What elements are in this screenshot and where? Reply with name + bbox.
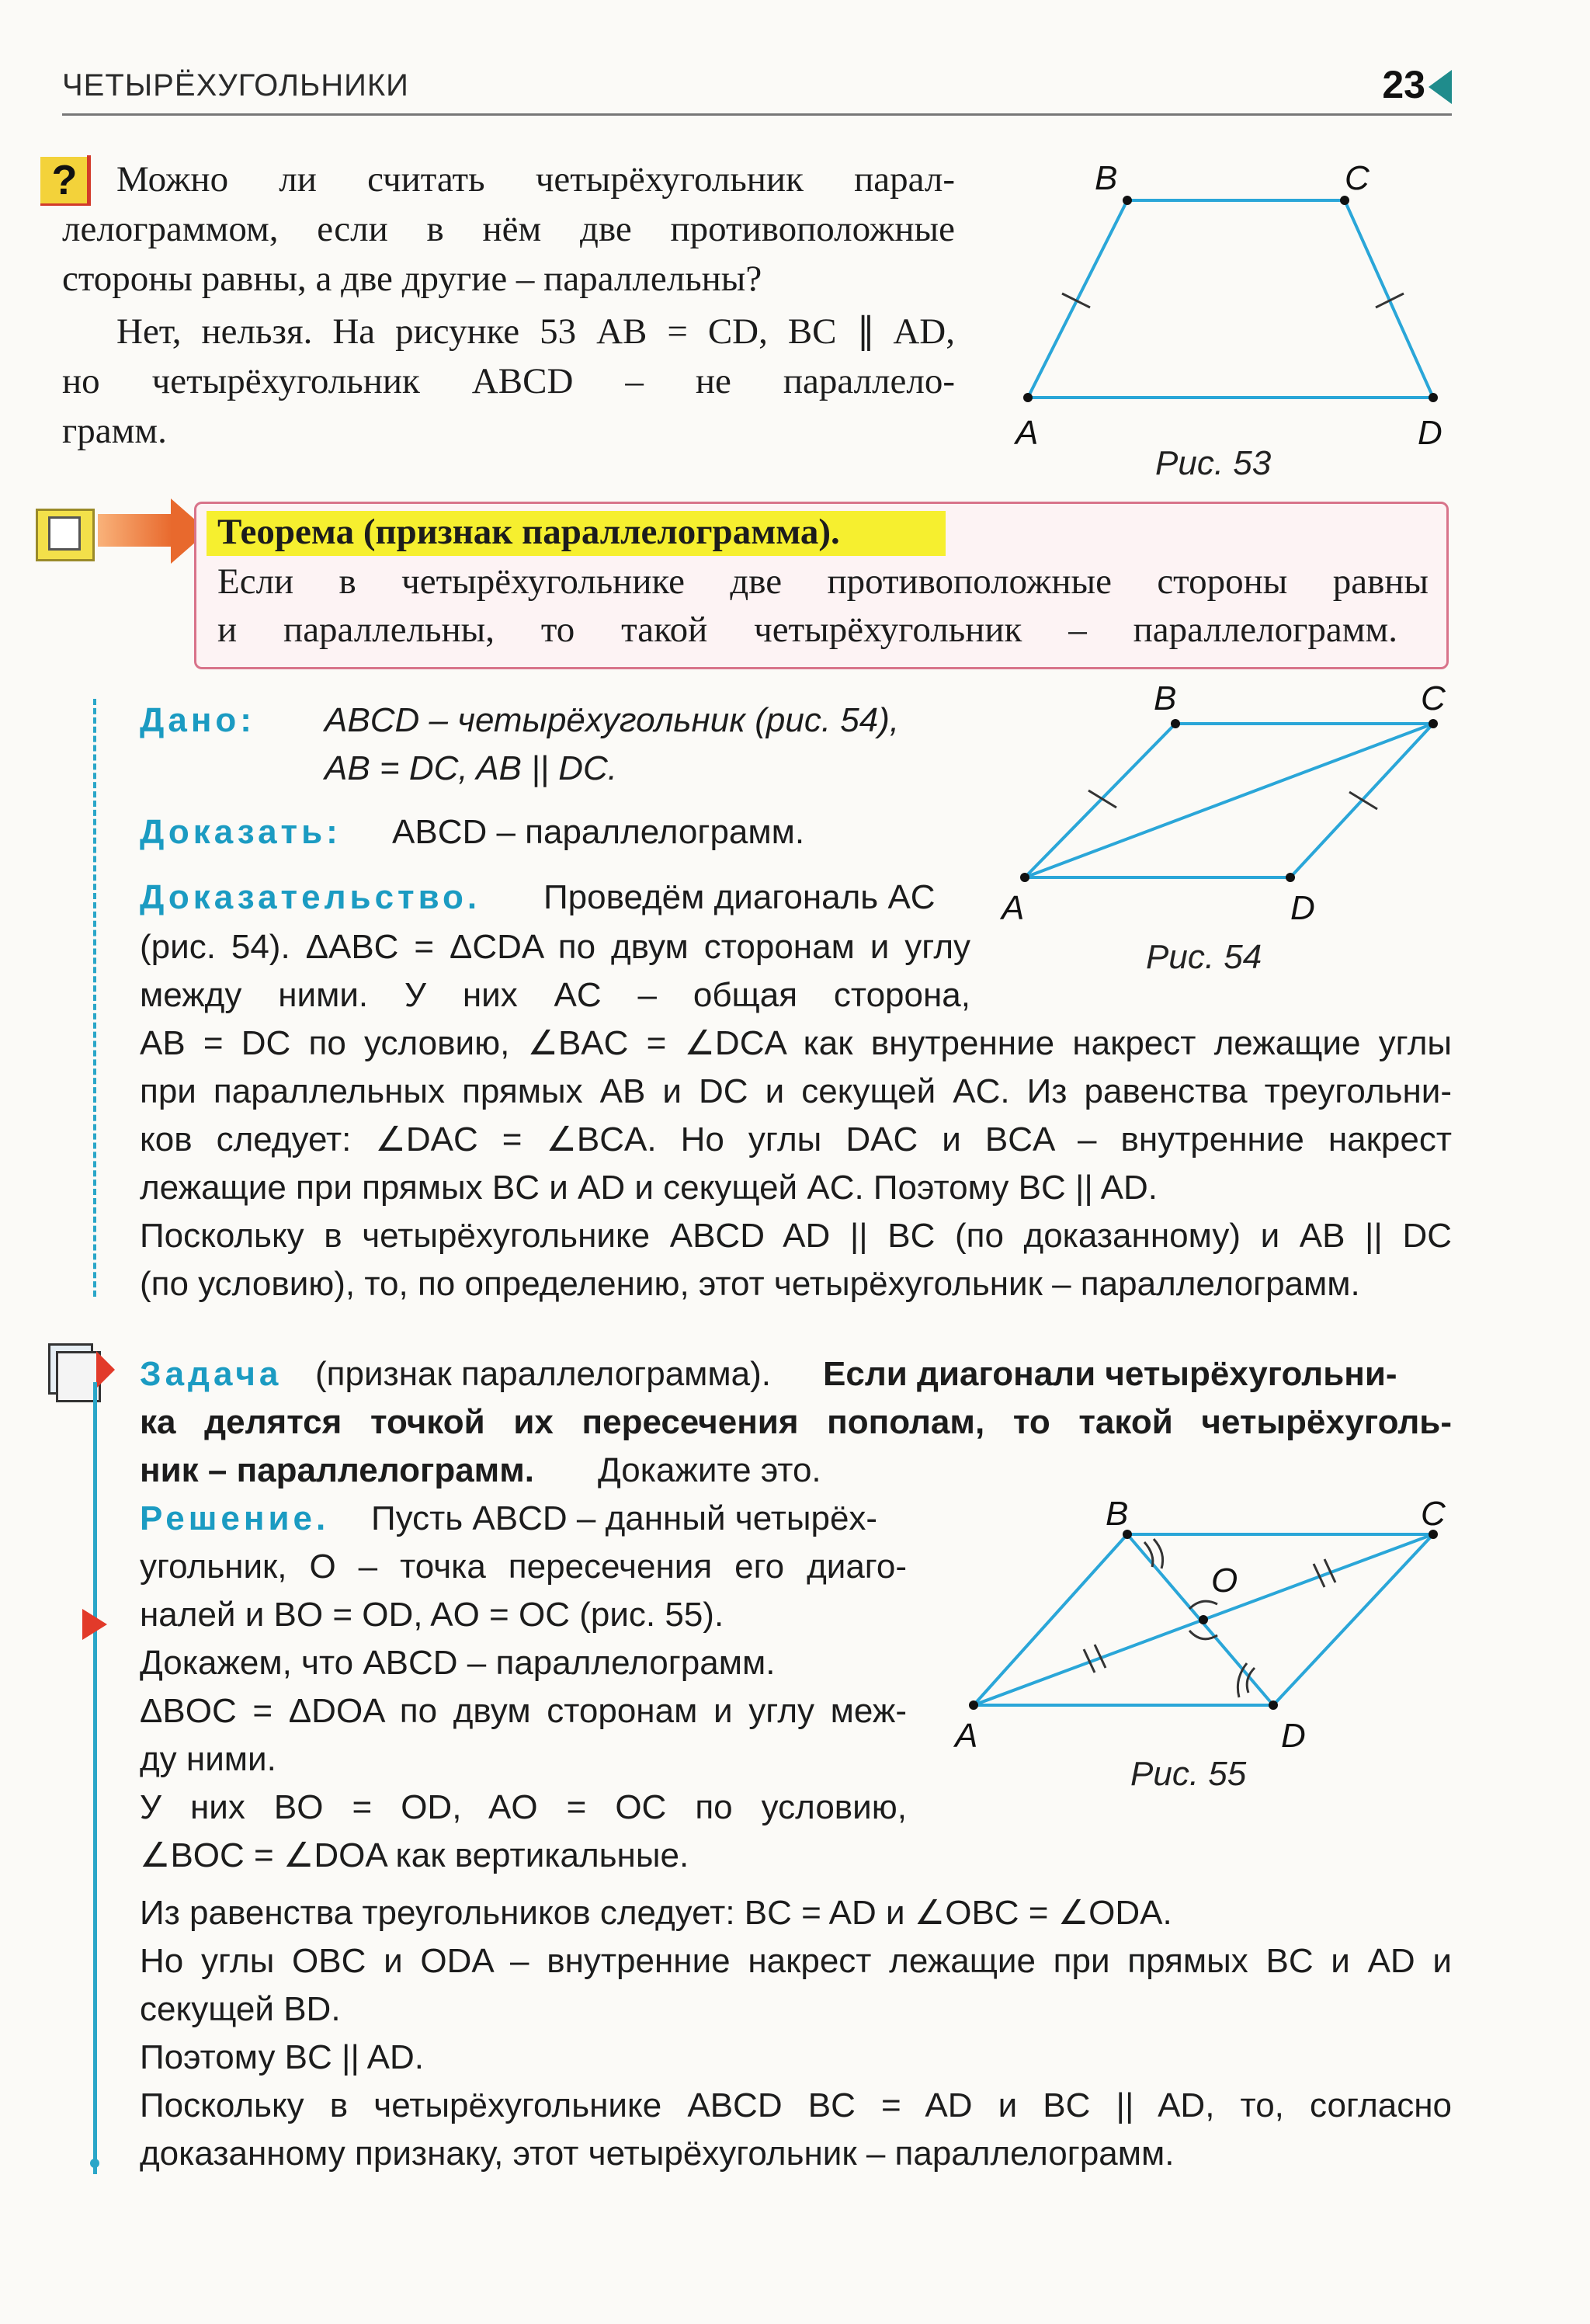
solution-line-s5: ду ними.: [140, 1740, 276, 1778]
prove-text: ABCD – параллелограмм.: [392, 813, 805, 851]
solution-line-4: Поэтому BC || AD.: [140, 2038, 425, 2076]
caption-fig53: Рис. 53: [1155, 444, 1272, 482]
given-line-1: ABCD – четырёхугольник (рис. 54),: [325, 701, 900, 739]
proof-line-s2: между ними. У них AC – общая сторона,: [140, 976, 970, 1014]
solution-line-2: Но углы OBC и ODA – внутренние накрест лежащие при прямых BC и AD и: [140, 1942, 1452, 1980]
solution-label: Решение.: [140, 1499, 330, 1537]
header-rule: [62, 113, 1452, 116]
answer-line-3: грамм.: [62, 411, 167, 451]
task-last-bold: ник – параллелограмм.: [140, 1451, 534, 1489]
solution-line-s2: налей и BO = OD, AO = OC (рис. 55).: [140, 1596, 724, 1634]
point-b: [1123, 196, 1132, 205]
angle-arc-d-2: [1238, 1663, 1247, 1697]
arrow-icon-body: [98, 514, 172, 547]
point-d: [1429, 393, 1438, 402]
triangle-marker-icon: [82, 1609, 107, 1640]
label-b: B: [1154, 679, 1177, 717]
given-label: Дано:: [140, 701, 255, 739]
caption-fig55: Рис. 55: [1130, 1755, 1247, 1793]
solution-line-3: секущей BD.: [140, 1990, 341, 2028]
task-bold-first: Если диагонали четырёхугольни-: [823, 1355, 1397, 1393]
point-a: [969, 1700, 978, 1710]
prove-label: Доказать:: [140, 813, 342, 851]
proof-line-4: лежащие при прямых BC и AD и секущей AC. Поэтому BC || AD.: [140, 1169, 1158, 1207]
chapter-title: ЧЕТЫРЁХУГОЛЬНИКИ: [62, 68, 409, 102]
task-paren: (признак параллелограмма).: [315, 1355, 772, 1393]
solution-line-s4: ΔBOC = ΔDOA по двум сторонам и углу меж-: [140, 1692, 907, 1730]
label-a: A: [1002, 889, 1025, 927]
solution-line-6: доказанному признаку, этот четырёхугольник – параллелограмм.: [140, 2135, 1175, 2173]
task-solid-rule: [93, 1382, 97, 2174]
caption-fig54: Рис. 54: [1146, 938, 1262, 976]
question-icon: ?: [40, 157, 91, 206]
angle-arc-o-2: [1189, 1601, 1217, 1609]
page-marker-icon: [1429, 70, 1452, 104]
trapezoid-outline: [1028, 200, 1433, 398]
proof-line-3: ков следует: ∠DAC = ∠BCA. Но углы DAC и BCA – внутренние накрест: [140, 1120, 1452, 1159]
save-icon-inner: [48, 516, 81, 551]
equal-tick-cd: [1376, 294, 1404, 307]
question-line-3: стороны равны, а две другие – параллельны?: [62, 259, 762, 299]
label-a: A: [955, 1717, 978, 1755]
label-d: D: [1290, 889, 1315, 927]
equal-tick-dc: [1349, 792, 1377, 809]
label-a: A: [1015, 414, 1039, 452]
question-icon-bar: [87, 155, 91, 205]
proof-line-5: Поскольку в четырёхугольнике ABCD AD || BC (по доказанному) и AB || DC: [140, 1217, 1452, 1255]
equal-tick-ab: [1088, 790, 1116, 808]
question-line-2: лелограммом, если в нём две противоположные: [62, 209, 955, 249]
label-o: O: [1211, 1561, 1238, 1600]
proof-line-2: при параллельных прямых AB и DC и секущей AC. Из равенства треугольни-: [140, 1072, 1452, 1110]
theorem-line-2: и параллельны, то такой четырёхугольник – параллелограмм.: [217, 610, 1397, 650]
solution-line-s1: угольник, O – точка пересечения его диаго-: [140, 1548, 907, 1586]
proof-label: Доказательство.: [140, 878, 481, 916]
solution-line-s3: Докажем, что ABCD – параллелограмм.: [140, 1644, 776, 1682]
solution-first: Пусть ABCD – данный четырёх-: [371, 1499, 878, 1537]
proof-dashed-rule: [93, 699, 96, 1297]
proof-line-1: AB = DC по условию, ∠BAC = ∠DCA как внутренние накрест лежащие углы: [140, 1024, 1452, 1062]
page-header: [62, 62, 1452, 116]
label-c: C: [1421, 679, 1446, 717]
angle-arc-b-2: [1154, 1539, 1163, 1568]
label-c: C: [1345, 159, 1370, 197]
task-arrow-icon: [96, 1351, 115, 1388]
theorem-title: Теорема (признак параллелограмма).: [217, 512, 840, 552]
answer-line-1: Нет, нельзя. На рисунке 53 AB = CD, BC ∥ AD,: [116, 311, 955, 352]
figure-53: [1009, 155, 1475, 481]
task-label: Задача: [140, 1355, 283, 1393]
label-b: B: [1106, 1495, 1129, 1533]
point-o: [1199, 1615, 1208, 1624]
label-c: C: [1421, 1495, 1446, 1533]
label-d: D: [1281, 1717, 1306, 1755]
point-c: [1429, 719, 1438, 728]
answer-line-2: но четырёхугольник ABCD – не параллело-: [62, 361, 955, 401]
proof-first-line: Проведём диагональ AC: [543, 878, 936, 916]
proof-line-6: (по условию), то, по определению, этот четырёхугольник – параллелограмм.: [140, 1265, 1360, 1303]
point-d: [1286, 873, 1295, 882]
task-last-plain: Докажите это.: [598, 1451, 821, 1489]
proof-line-s1: (рис. 54). ΔABC = ΔCDA по двум сторонам и углу: [140, 928, 970, 966]
task-rule-end-dot: [90, 2159, 99, 2168]
solution-line-1: Из равенства треугольников следует: BC = AD и ∠OBC = ∠ODA.: [140, 1894, 1172, 1932]
label-d: D: [1418, 414, 1442, 452]
solution-line-s6: У них BO = OD, AO = OC по условию,: [140, 1788, 907, 1826]
point-a: [1020, 873, 1029, 882]
task-bold-line-1: ка делятся точкой их пересечения пополам, то такой четырёхуголь-: [140, 1403, 1452, 1441]
question-line-1: Можно ли считать четырёхугольник парал-: [116, 159, 955, 200]
page-number: 23: [1382, 63, 1425, 106]
solution-line-5: Поскольку в четырёхугольнике ABCD BC = AD и BC || AD, то, согласно: [140, 2086, 1452, 2124]
point-a: [1023, 393, 1033, 402]
diagonal-ac: [1025, 724, 1433, 877]
label-b: B: [1095, 159, 1118, 197]
theorem-line-1: Если в четырёхугольнике две противоположные стороны равны: [217, 561, 1429, 602]
point-b: [1171, 719, 1180, 728]
solution-line-s7: ∠BOC = ∠DOA как вертикальные.: [140, 1836, 689, 1874]
given-line-2: AB = DC, AB || DC.: [325, 749, 617, 787]
point-d: [1269, 1700, 1278, 1710]
